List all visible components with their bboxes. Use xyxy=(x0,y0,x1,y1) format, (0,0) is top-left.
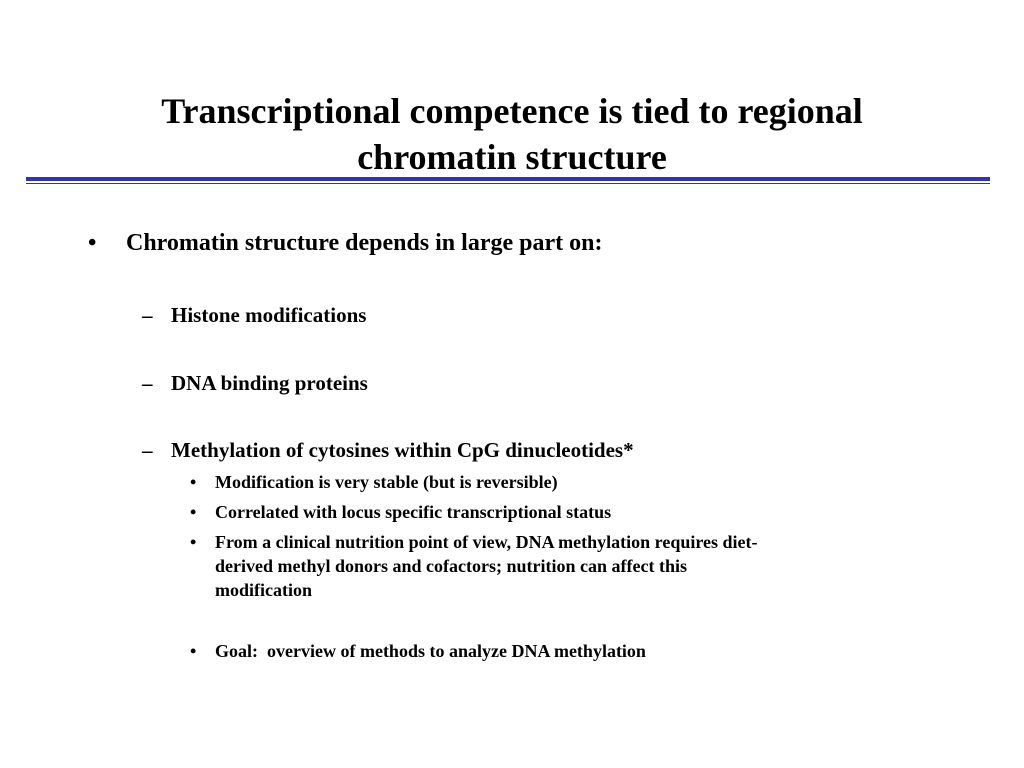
bullet-marker: • xyxy=(88,230,97,256)
bullet-marker: • xyxy=(190,532,197,552)
bullet-text-line-1: From a clinical nutrition point of view, DNA methylation requires diet- xyxy=(215,532,758,552)
dash-marker: – xyxy=(142,371,153,395)
title-underline-thick xyxy=(26,177,990,181)
bullet-text: Correlated with locus specific transcriptional status xyxy=(215,502,612,522)
bullet-text: Goal: overview of methods to analyze DNA methylation xyxy=(215,641,646,661)
title-underline-thin xyxy=(26,183,990,184)
bullet-text: Methylation of cytosines within CpG dinucleotides* xyxy=(171,438,634,462)
bullet-text xyxy=(215,530,758,602)
slide-title-line-2: chromatin structure xyxy=(357,137,667,177)
bullet-marker: • xyxy=(190,472,197,492)
dash-marker: – xyxy=(142,303,153,327)
bullet-text: Chromatin structure depends in large part on: xyxy=(126,230,603,256)
slide-title xyxy=(60,88,964,180)
bullet-marker: • xyxy=(190,502,197,522)
slide-title-line-1: Transcriptional competence is tied to regional xyxy=(161,91,863,131)
bullet-text-line-2: derived methyl donors and cofactors; nutrition can affect this xyxy=(215,556,687,576)
bullet-text: Histone modifications xyxy=(171,303,367,327)
bullet-text-line-3: modification xyxy=(215,580,312,600)
bullet-text: DNA binding proteins xyxy=(171,371,368,395)
bullet-marker: • xyxy=(190,641,197,661)
bullet-text: Modification is very stable (but is reversible) xyxy=(215,472,558,492)
dash-marker: – xyxy=(142,438,153,462)
